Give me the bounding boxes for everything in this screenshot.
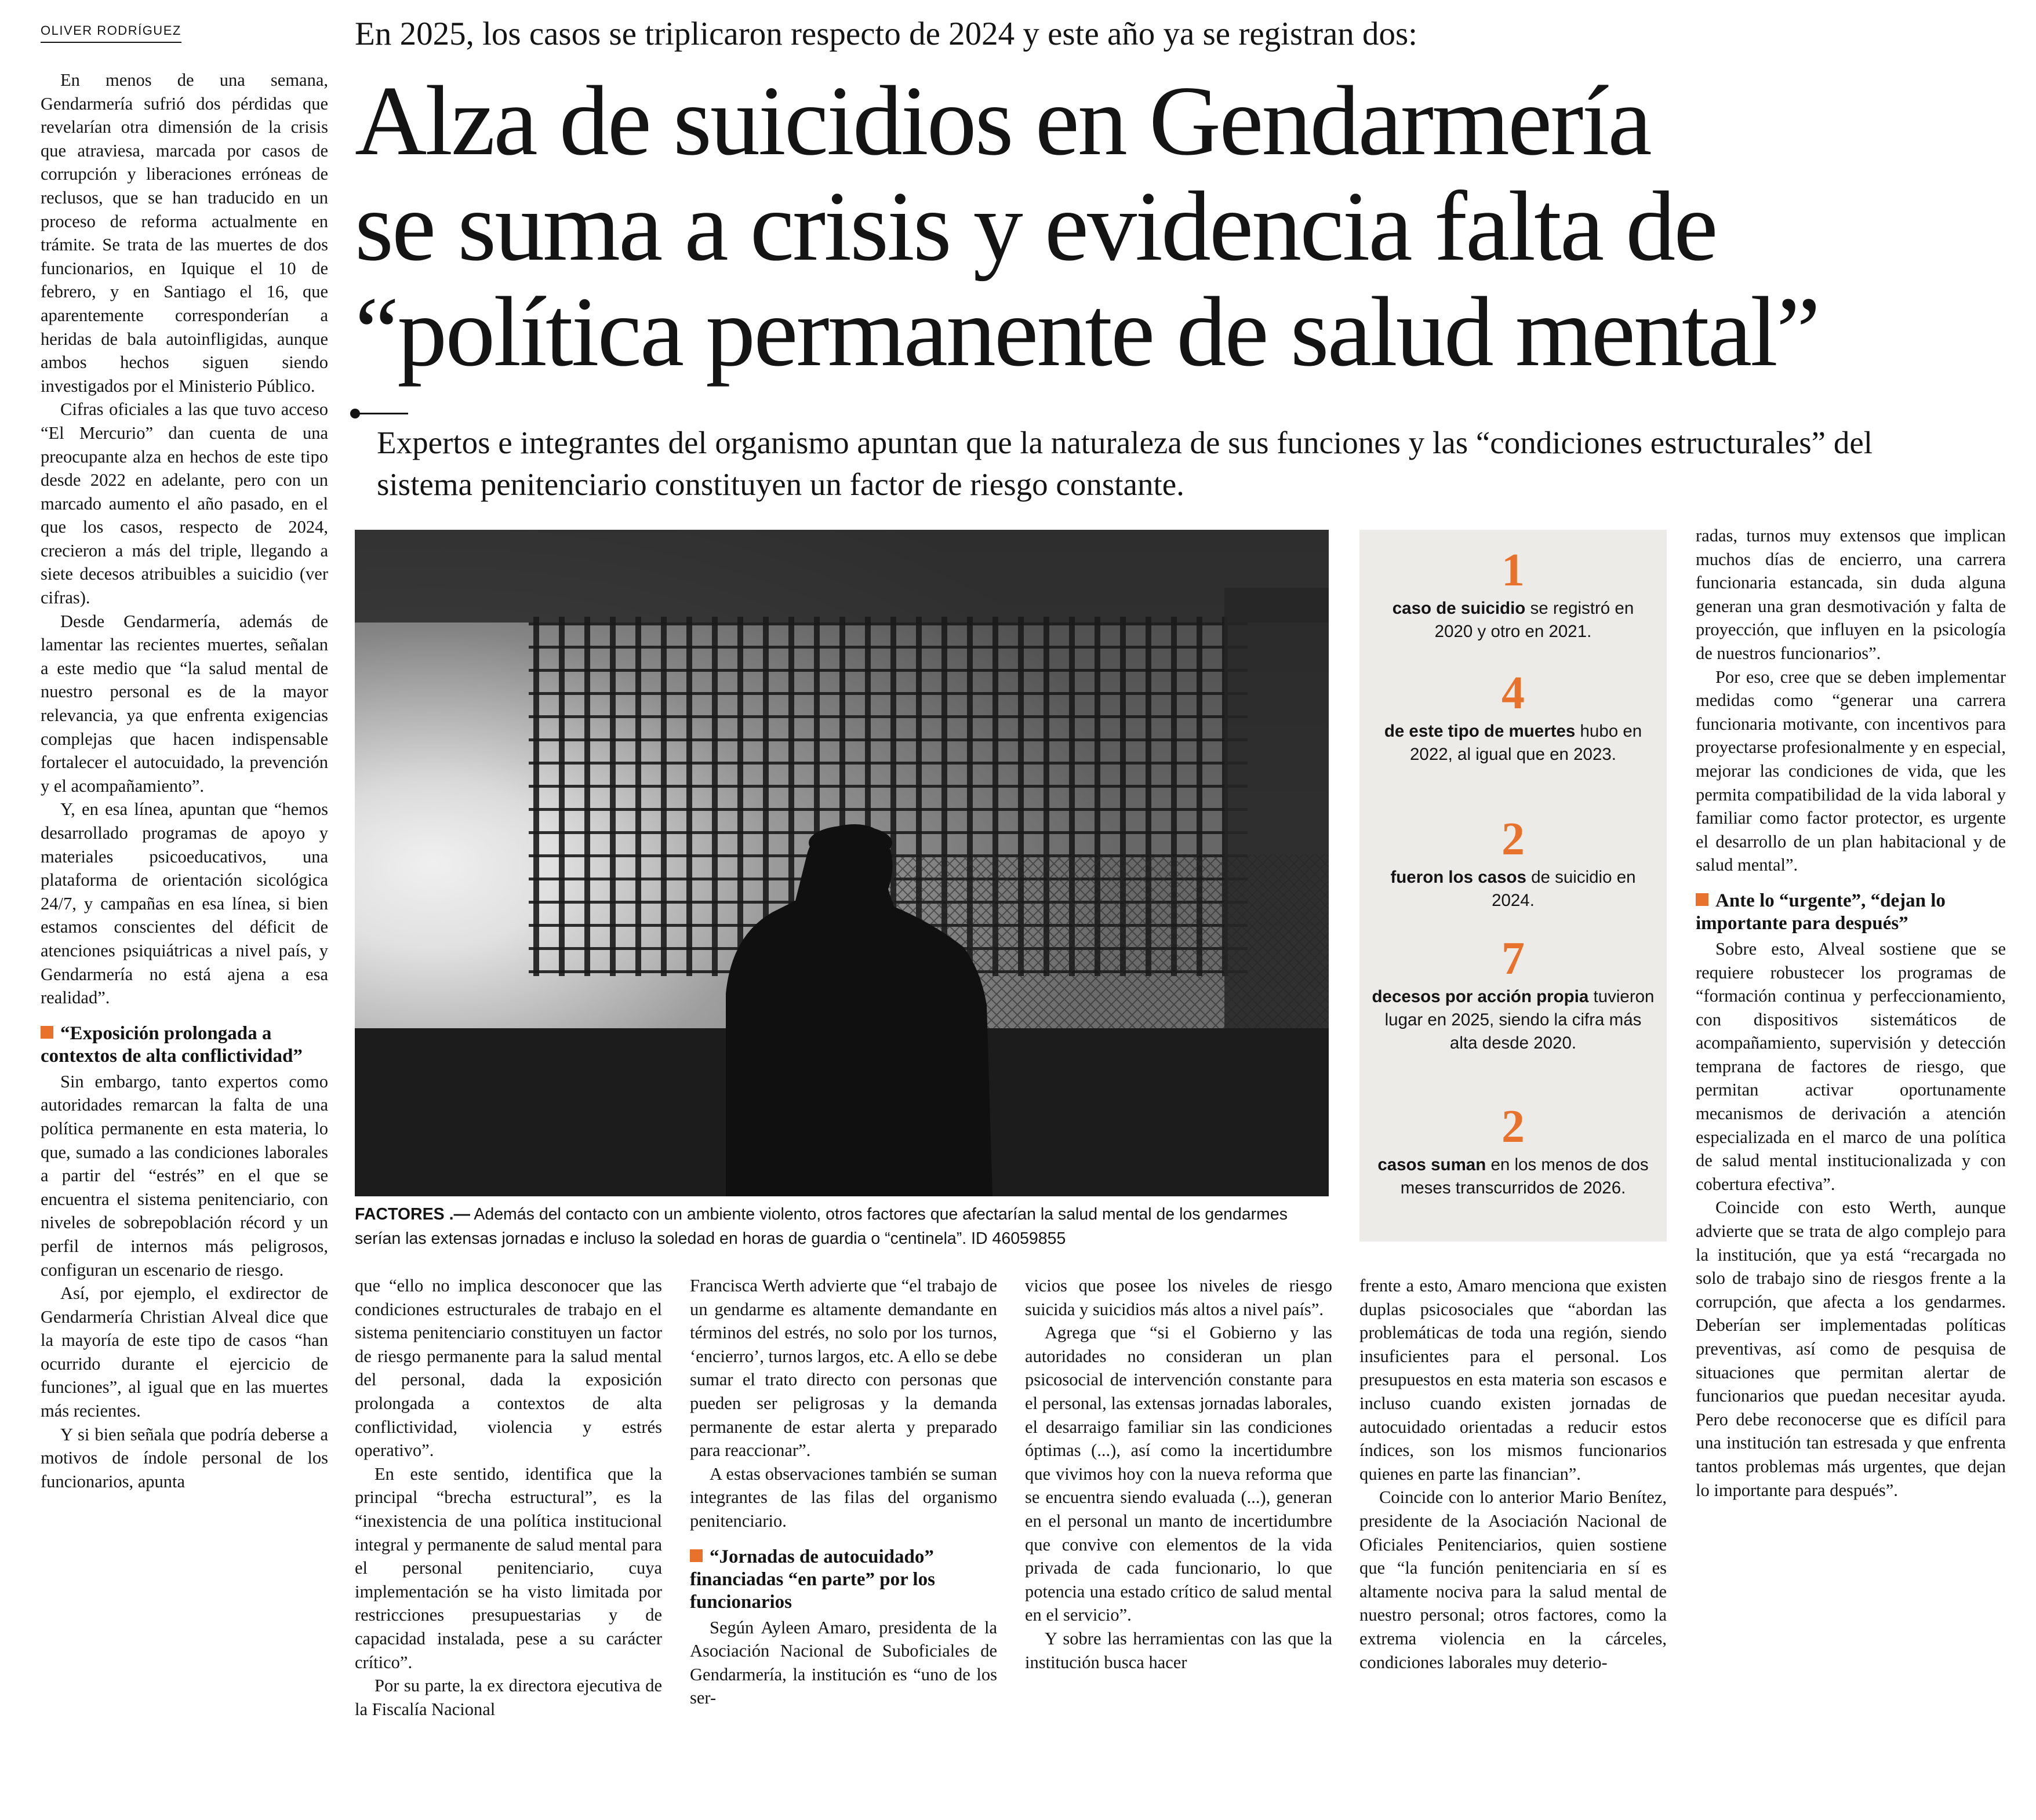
stat-text (1371, 985, 1655, 1055)
subheading (1696, 890, 2006, 935)
paragraph: Coincide con lo anterior Mario Benítez, presidente de la Asociación Nacional de Oficiales Penitenciarios, quien sostiene que “la función penitenciaria en sí es altamente nociva para la salud mental de nuestro personal; otros factores, como la extrema violencia en la cárceles, condiciones laborales muy deterio- (1359, 1487, 1667, 1672)
stat-item (1371, 815, 1655, 912)
stat-text (1371, 866, 1655, 912)
paragraph: Así, por ejemplo, el exdirector de Gendarmería Christian Alveal dice que la mayoría de este tipo de casos “han ocurrido durante el ejercicio de funciones”, al igual que en las muertes más recientes. (41, 1283, 328, 1421)
paragraph: En menos de una semana, Gendarmería sufrió dos pérdidas que revelarían otra dimensión de la crisis que atraviesa, marcada por casos de corrupción y liberaciones erróneas de reclusos, que se han traducido en un proceso de reforma actualmente en trámite. Se trata de las muertes de dos funcionarios, en Iquique el 10 de febrero, y en Santiago el 16, que aparentemente corresponderían a heridas de bala autoinfligidas, aunque ambos hechos siguen siendo investigados por el Ministerio Público. (41, 70, 328, 396)
paragraph: A estas observaciones también se suman integrantes de las filas del organismo penitenciario. (690, 1464, 997, 1531)
article-column-6 (1696, 524, 2006, 1502)
stat-number: 1 (1501, 545, 1525, 596)
stat-bold: fueron los casos (1390, 868, 1526, 887)
headline-line-2: se suma a crisis y evidencia falta de (355, 172, 1717, 282)
paragraph: Sin embargo, tanto expertos como autoridades remarcan la falta de una política permanente en esta materia, lo que, sumado a las condiciones laborales a partir del “estrés” en el que se encuentra el sistema penitenciario, con niveles de sobrepoblación récord y un perfil de internos más peligrosos, configuran un escenario de riesgo. (41, 1071, 328, 1280)
stat-bold: casos suman (1377, 1155, 1486, 1174)
headline (355, 68, 2007, 385)
headline-line-1: Alza de suicidios en Gendarmería (355, 66, 1650, 176)
paragraph: Por su parte, la ex directora ejecutiva de la Fiscalía Nacional (355, 1676, 662, 1719)
caption-text: Además del contacto con un ambiente violento, otros factores que afectarían la salud mental de los gendarmes serían las extensas jornadas e incluso la soledad en horas de guardia o “centinela”. ID 46059855 (355, 1205, 1288, 1248)
square-bullet-icon (1696, 893, 1708, 906)
paragraph: Desde Gendarmería, además de lamentar las recientes muertes, señalan a este medio que “la salud mental de nuestro personal es de la mayor relevancia, ya que enfrenta exigencias complejas que hacen indispensable fortalecer el autocuidado, la prevención y el acompañamiento”. (41, 611, 328, 796)
article-column-2 (355, 1274, 662, 1721)
article-column-3 (690, 1274, 997, 1710)
paragraph: Y, en esa línea, apuntan que “hemos desarrollado programas de apoyo y materiales psicoeducativos, una plataforma de orientación sicológica 24/7, y campañas en esa línea, si bien estamos conscientes del déficit de atenciones psiquiátricas a nivel país, y Gendarmería no está ajena a esa realidad”. (41, 799, 328, 1008)
stat-bold: decesos por acción propia (1372, 987, 1589, 1006)
kicker: En 2025, los casos se triplicaron respecto de 2024 y este año ya se registran dos: (355, 16, 1418, 52)
paragraph: Cifras oficiales a las que tuvo acceso “El Mercurio” dan cuenta de una preocupante alza en hechos de este tipo desde 2022 en adelante, pero con un marcado aumento el año pasado, en el que los casos, respecto de 2024, crecieron a más del triple, llegando a siete decesos atribuibles a suicidio (ver cifras). (41, 399, 328, 608)
caption-label: FACTORES .— (355, 1205, 470, 1224)
paragraph: vicios que posee los niveles de riesgo suicida y suicidios más altos a nivel país”. (1025, 1276, 1332, 1319)
paragraph: En este sentido, identifica que la principal “brecha estructural”, es la “inexistencia de una política institucional integral y permanente de salud mental para el personal penitenciario, cuya implementación se ha visto limitada por restricciones presupuestarias y de capacidad instalada, pese a su carácter crítico”. (355, 1464, 662, 1672)
photo-gendarme-silhouette (355, 530, 1329, 1196)
stat-rest: hubo en 2022, al igual que en 2023. (1410, 722, 1642, 764)
deck-rule (355, 413, 408, 414)
paragraph: Según Ayleen Amaro, presidenta de la Asociación Nacional de Suboficiales de Gendarmería, la institución es “uno de los ser- (690, 1617, 997, 1708)
stat-rest: se registró en 2020 y otro en 2021. (1434, 599, 1634, 641)
subheading-text: “Exposición prolongada a contextos de alta conflictividad” (41, 1022, 303, 1066)
stat-text (1371, 720, 1655, 766)
paragraph: frente a esto, Amaro menciona que existen duplas psicosociales que “abordan las problemáticas de toda una región, siendo insuficientes para el personal. Los presupuestos en esta materia son escasos e incluso cuando existen jornadas de autocuidado orientadas a reducir estos índices, son los mismos funcionarios quienes en parte las financian”. (1359, 1276, 1667, 1484)
paragraph: Coincide con esto Werth, aunque advierte que se trata de algo complejo para la institución, que ya está “recargada no solo de trabajo sino de riesgos frente a la corrupción, que afecta a los gendarmes. Deberían ser implementadas políticas preventivas, así como de pesquisa de situaciones que permitan alertar de funcionarios que puedan necesitar ayuda. Pero debe reconocerse que es difícil para una institución tan estresada y que enfrenta tantos problemas más urgentes, que dejan lo importante para después”. (1696, 1197, 2006, 1500)
stat-number: 2 (1501, 814, 1525, 865)
article-column-4 (1025, 1274, 1332, 1674)
stat-item (1371, 934, 1655, 1055)
subheading (41, 1022, 328, 1068)
stat-rest: tuvieron lugar en 2025, siendo la cifra más alta desde 2020. (1384, 987, 1655, 1053)
square-bullet-icon (41, 1026, 53, 1039)
deck-bullet (350, 409, 360, 418)
stat-rest: de suicidio en 2024. (1492, 868, 1636, 910)
photo-caption (355, 1202, 1335, 1251)
article-column-1 (41, 68, 328, 1493)
stat-number: 7 (1501, 933, 1525, 984)
subheading-text: Ante lo “urgente”, “dejan lo importante para después” (1696, 890, 1946, 934)
stat-item (1371, 1102, 1655, 1200)
paragraph: Agrega que “si el Gobierno y las autoridades no consideran un plan psicosocial de intervención constante para el personal, las extensas jornadas laborales, el desarraigo familiar sin las condiciones óptimas (...), así como la incertidumbre que vivimos hoy con la nueva reforma que se encuentra siendo evaluada (...), generan en el personal un manto de incertidumbre que convive con elementos de la vida privada de cada funcionario, lo que potencia una estado crítico de salud mental en el servicio”. (1025, 1323, 1332, 1625)
stat-item (1371, 669, 1655, 766)
stat-number: 2 (1501, 1101, 1525, 1152)
paragraph: Por eso, cree que se deben implementar medidas como “generar una carrera funcionaria motivante, con incentivos para proyectarse profesionalmente y en especial, mejorar las condiciones de vida, que les permita compatibilidad de la vida laboral y familiar como factor protector, es urgente el desarrollo de un plan habitacional y de salud mental”. (1696, 667, 2006, 875)
stat-item (1371, 546, 1655, 643)
paragraph: radas, turnos muy extensos que implican muchos días de encierro, una carrera funcionaria estancada, sin duda alguna generan una gran desmotivación y falta de proyección, que influyen en la psicología de nuestros funcionarios”. (1696, 526, 2006, 663)
subheading-text: “Jornadas de autocuidado” financiadas “en parte” por los funcionarios (690, 1546, 935, 1612)
photo-illustration (355, 530, 1329, 1196)
stat-bold: de este tipo de muertes (1384, 722, 1576, 741)
paragraph: Y sobre las herramientas con las que la institución busca hacer (1025, 1628, 1332, 1672)
paragraph: Sobre esto, Alveal sostiene que se requiere robustecer los programas de “formación continua y perfeccionamiento, con dispositivos sistemáticos de acompañamiento, supervisión y detección temprana de factores de riesgo, que permitan activar oportunamente mecanismos de derivación a atención especializada en el marco de una política de salud mental institucionalizada y con cobertura efectiva”. (1696, 938, 2006, 1194)
stat-number: 4 (1501, 668, 1525, 719)
square-bullet-icon (690, 1549, 703, 1562)
headline-line-3: “política permanente de salud mental” (355, 277, 1819, 387)
stat-bold: caso de suicidio (1392, 599, 1526, 618)
article-column-5 (1359, 1274, 1667, 1674)
paragraph: que “ello no implica desconocer que las condiciones estructurales de trabajo en el sistema penitenciario constituyen un factor de riesgo permanente para la salud mental del personal, dada la exposición prolongada a contextos de alta conflictividad, violencia y estrés operativo”. (355, 1276, 662, 1461)
stat-text (1371, 1153, 1655, 1200)
stat-text (1371, 597, 1655, 643)
byline: OLIVER RODRÍGUEZ (41, 23, 181, 43)
stats-box (1359, 530, 1667, 1242)
paragraph: Francisca Werth advierte que “el trabajo de un gendarme es altamente demandante en términos del estrés, no solo por los turnos, ‘encierro’, turnos largos, etc. A ello se debe sumar el trato directo con personas que pueden ser peligrosas y la demanda permanente de estar alerta y preparado para reaccionar”. (690, 1276, 997, 1461)
paragraph: Y si bien señala que podría deberse a motivos de índole personal de los funcionarios, apunta (41, 1424, 328, 1491)
subheading (690, 1546, 997, 1614)
deck: Expertos e integrantes del organismo apuntan que la naturaleza de sus funciones y las “condiciones estructurales” del sistema penitenciario constituyen un factor de riesgo constante. (377, 425, 1873, 502)
stat-rest: en los menos de dos meses transcurridos de 2026. (1400, 1155, 1649, 1197)
